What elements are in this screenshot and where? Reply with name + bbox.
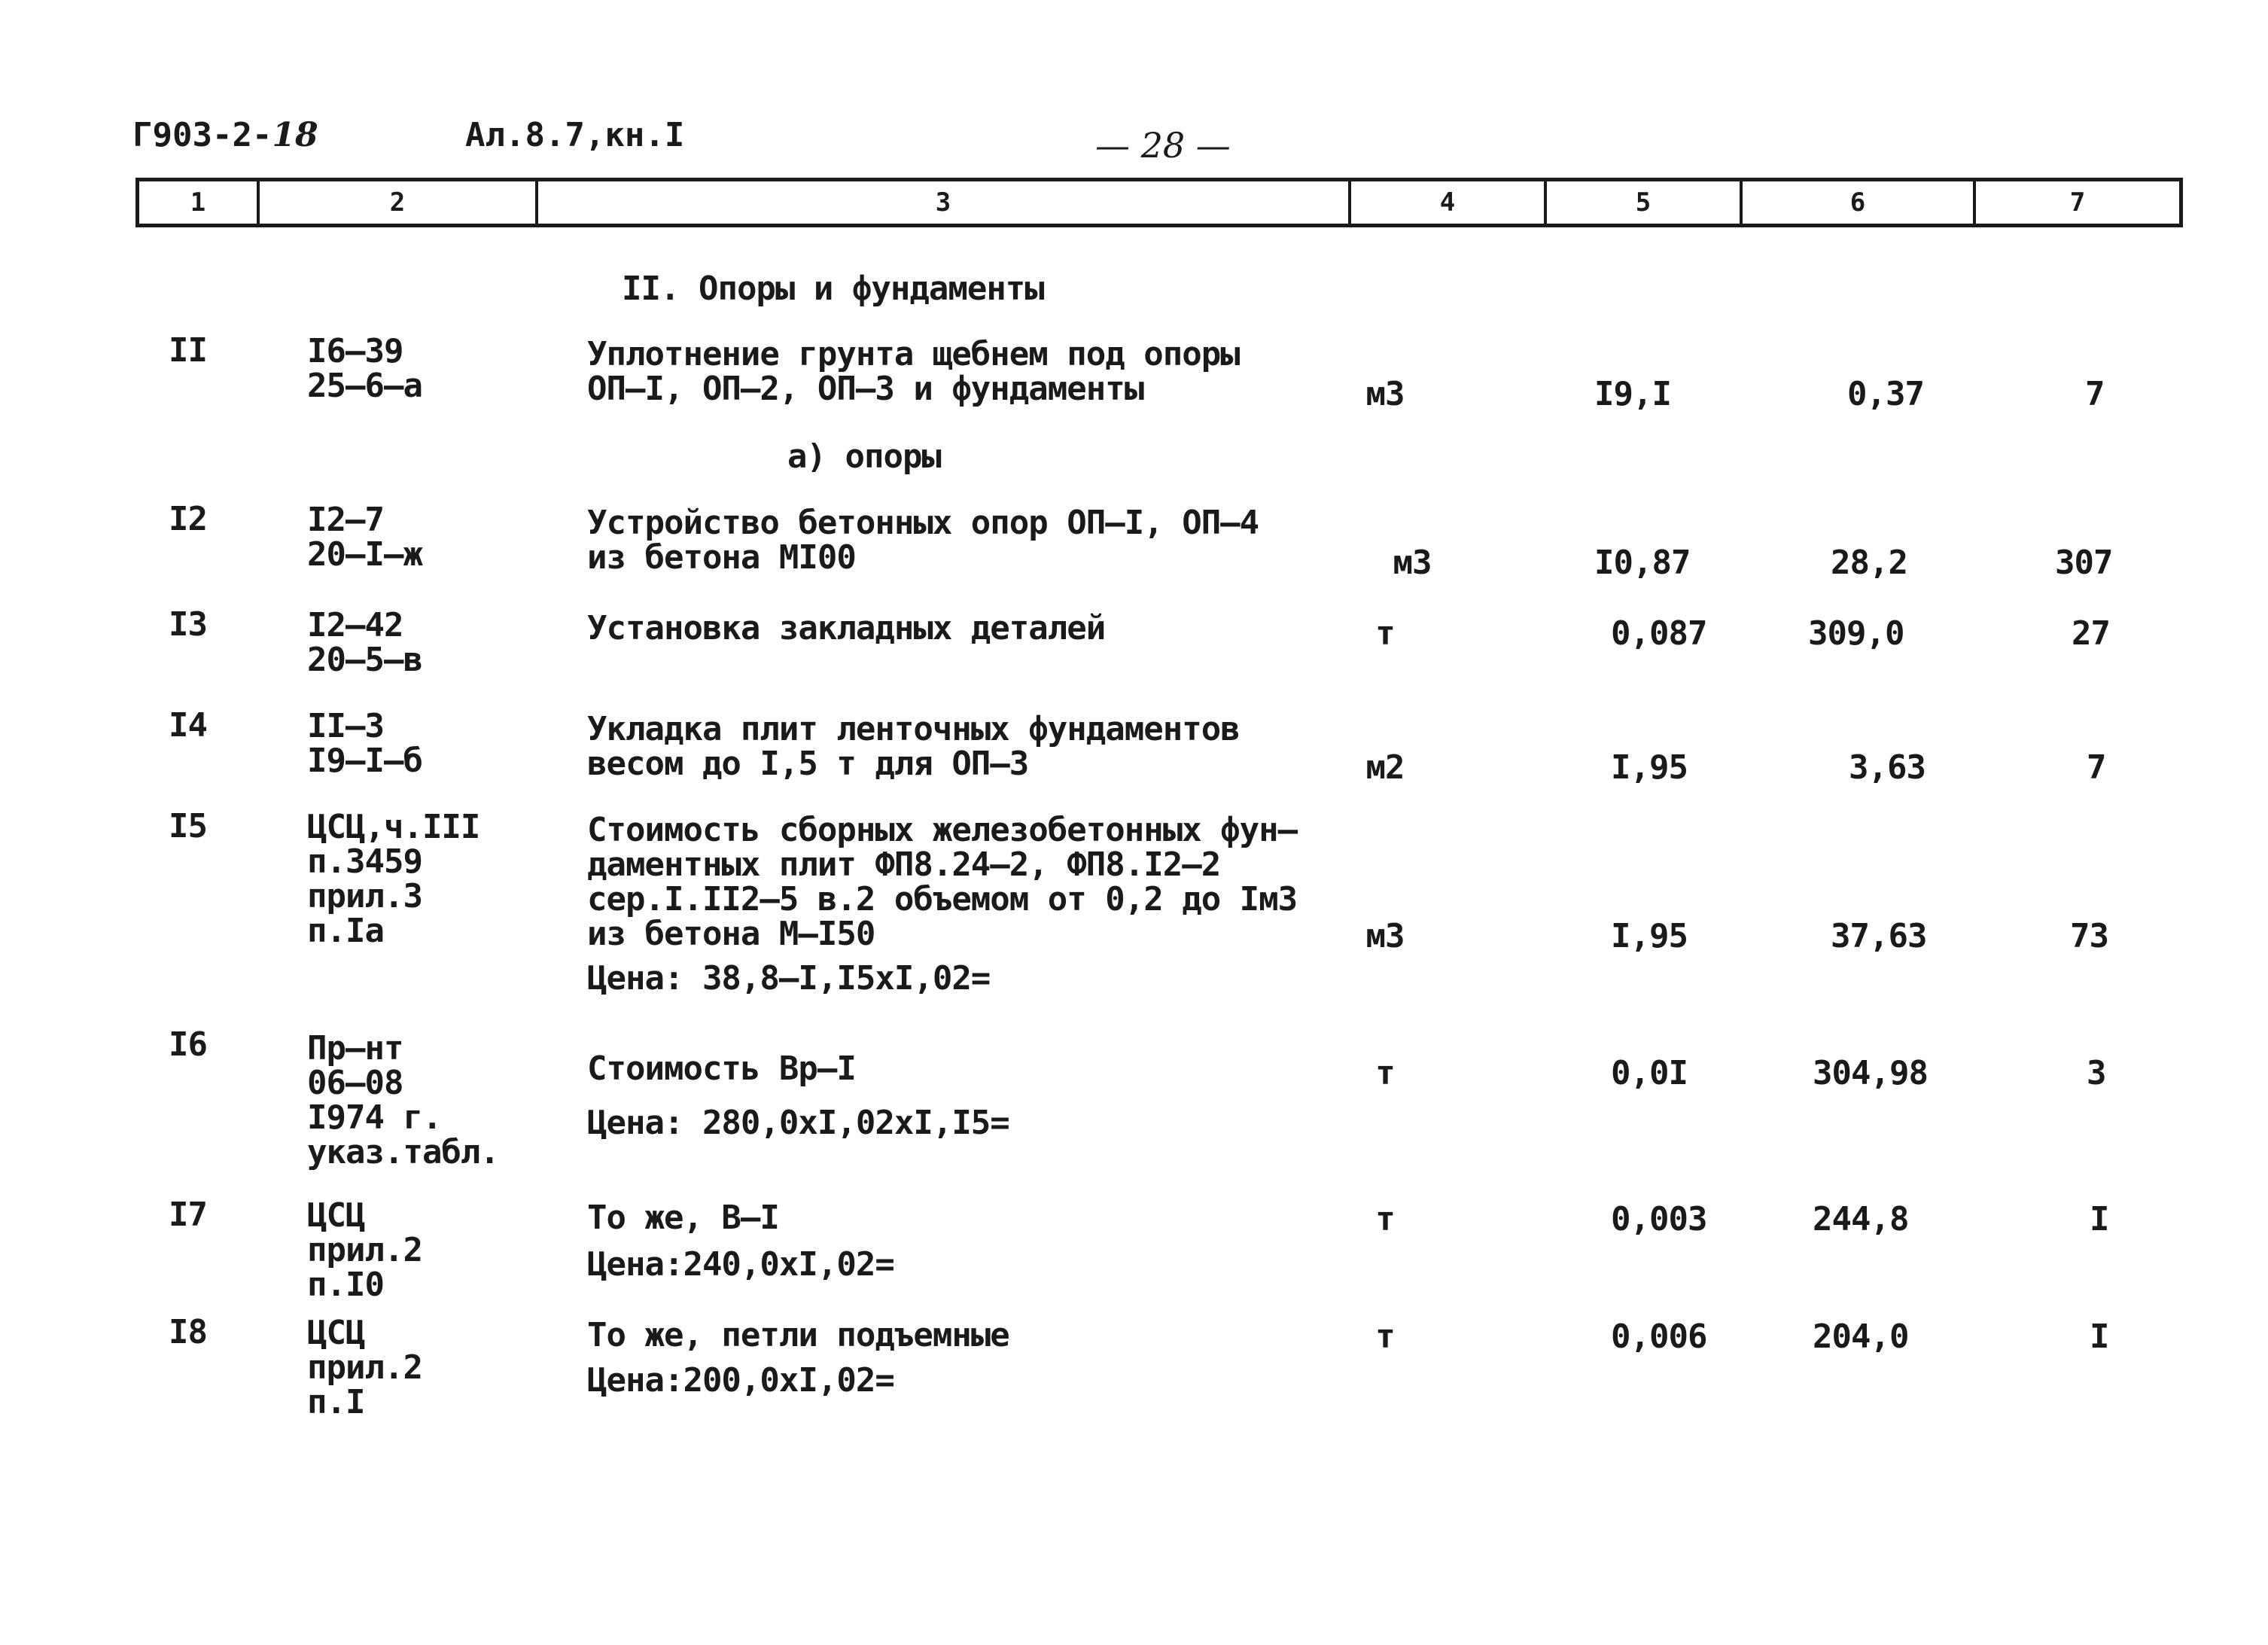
column-header-2: 2	[260, 181, 538, 224]
quantity: 0,006	[1611, 1318, 1707, 1356]
row-number: I2	[169, 500, 207, 538]
price-calculation: Цена:200,0хI,02=	[587, 1361, 894, 1400]
norm-code: II–3 I9–I–б	[307, 707, 422, 780]
unit-price: 204,0	[1813, 1318, 1909, 1356]
row-number: I8	[169, 1313, 207, 1351]
column-header-5: 5	[1547, 181, 1743, 224]
unit-price: 0,37	[1847, 375, 1924, 413]
work-description: Уплотнение грунта щебнем под опоры ОП–I, ОП–2, ОП–3 и фундаменты	[587, 335, 1240, 408]
work-description: Стоимость Вр–I	[587, 1049, 856, 1088]
quantity: I,95	[1611, 748, 1688, 787]
norm-code: I2–7 20–I–ж	[307, 501, 422, 574]
total-cost: 7	[2087, 748, 2106, 787]
row-number: I6	[169, 1025, 207, 1064]
work-description: Стоимость сборных железобетонных фун– даментных плит ФП8.24–2, ФП8.I2–2 сер.I.II2–5 в.2 объемом от 0,2 до Iм3 из бетона М–I50	[587, 811, 1298, 953]
norm-code: ЦСЦ прил.2 п.I	[307, 1314, 422, 1421]
column-header-4: 4	[1351, 181, 1547, 224]
norm-code: Пр–нт 06–08 I974 г. указ.табл.	[307, 1029, 499, 1171]
column-header-3: 3	[538, 181, 1351, 224]
album-reference: Ал.8.7,кн.I	[465, 116, 685, 154]
norm-code: I6–39 25–6–а	[307, 332, 422, 405]
column-header-6: 6	[1743, 181, 1976, 224]
unit: м3	[1393, 544, 1432, 582]
work-description: Укладка плит ленточных фундаментов весом до I,5 т для ОП–3	[587, 710, 1240, 783]
unit: м3	[1365, 375, 1405, 413]
unit-price: 3,63	[1849, 748, 1926, 787]
total-cost: I	[2090, 1318, 2109, 1356]
work-description: Устройство бетонных опор ОП–I, ОП–4 из бетона МI00	[587, 504, 1259, 577]
subsection-title: а) опоры	[787, 437, 941, 476]
unit: т	[1375, 1318, 1395, 1356]
quantity: I0,87	[1594, 544, 1691, 582]
work-description: То же, петли подъемные	[587, 1316, 1009, 1354]
total-cost: 7	[2085, 375, 2105, 413]
price-calculation: Цена: 38,8–I,I5хI,02=	[587, 959, 991, 998]
unit: м2	[1365, 748, 1405, 787]
unit: м3	[1365, 917, 1405, 955]
work-description: Установка закладных деталей	[587, 609, 1106, 647]
unit-price: 309,0	[1808, 614, 1904, 653]
norm-code: I2–42 20–5–в	[307, 606, 422, 679]
unit-price: 304,98	[1813, 1054, 1928, 1092]
price-calculation: Цена:240,0хI,02=	[587, 1245, 894, 1284]
total-cost: 73	[2070, 917, 2108, 955]
column-header-1: 1	[139, 181, 260, 224]
total-cost: I	[2090, 1200, 2109, 1238]
unit: т	[1375, 614, 1395, 653]
row-number: I5	[169, 807, 207, 845]
work-description: То же, В–I	[587, 1199, 779, 1237]
quantity: 0,003	[1611, 1200, 1707, 1238]
quantity: I,95	[1611, 917, 1688, 955]
row-number: I3	[169, 605, 207, 644]
page-number: — 28 —	[1095, 125, 1231, 166]
quantity: 0,087	[1611, 614, 1707, 653]
row-number: II	[169, 331, 207, 370]
document-code	[132, 116, 318, 154]
row-number: I4	[169, 706, 207, 745]
unit-price: 244,8	[1813, 1200, 1909, 1238]
total-cost: 307	[2055, 544, 2113, 582]
unit: т	[1375, 1054, 1395, 1092]
norm-code: ЦСЦ,ч.III п.3459 прил.3 п.Iа	[307, 808, 480, 950]
norm-code: ЦСЦ прил.2 п.I0	[307, 1196, 422, 1304]
quantity: I9,I	[1594, 375, 1671, 413]
price-calculation: Цена: 280,0хI,02хI,I5=	[587, 1104, 1009, 1142]
total-cost: 27	[2072, 614, 2110, 653]
unit-price: 37,63	[1831, 917, 1927, 955]
unit: т	[1375, 1200, 1395, 1238]
row-number: I7	[169, 1196, 207, 1234]
column-header-row	[135, 178, 2183, 227]
unit-price: 28,2	[1831, 544, 1907, 582]
quantity: 0,0I	[1611, 1054, 1688, 1092]
document-code-typed: Г903-2-	[132, 116, 272, 154]
section-title: II. Опоры и фундаменты	[622, 270, 1044, 308]
column-header-7: 7	[2069, 187, 2086, 218]
total-cost: 3	[2087, 1054, 2106, 1092]
document-code-handwritten: 18	[272, 116, 318, 154]
